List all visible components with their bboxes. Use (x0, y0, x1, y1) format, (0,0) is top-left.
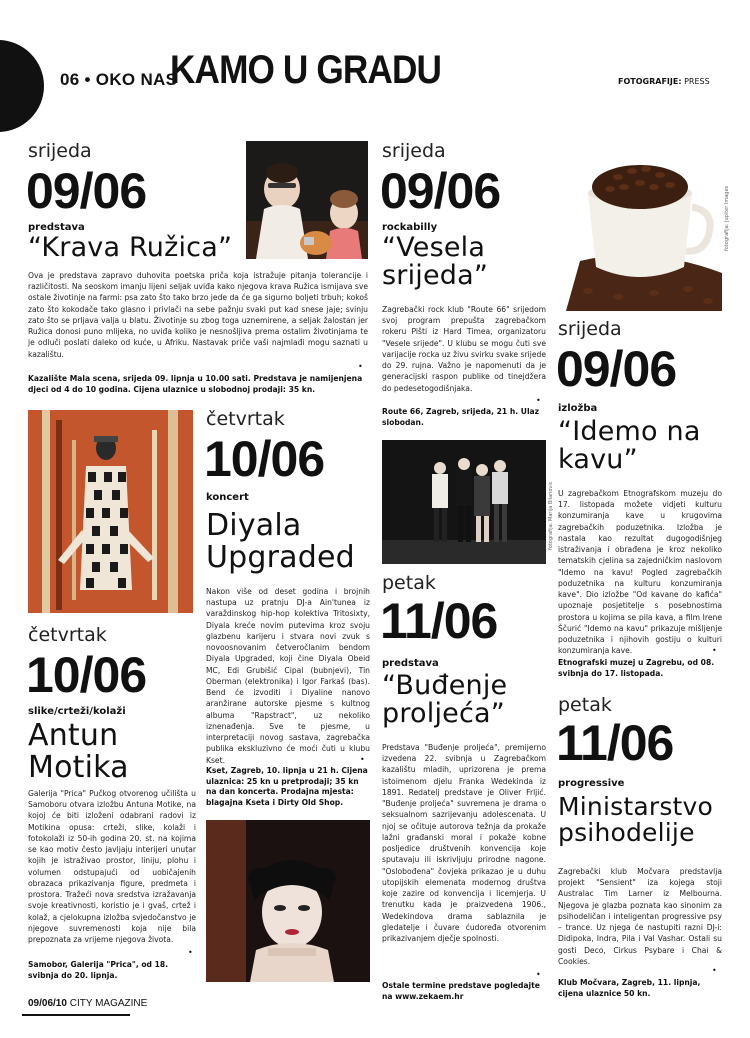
section-label: 06 • OKO NAS (60, 70, 178, 89)
vesela-end-dot: • (536, 396, 541, 405)
vesela-info: Route 66, Zagreb, srijeda, 21 h. Ulaz slobodan. (382, 407, 540, 427)
budenje-photo-credit: fotografija: Marija Bilanovic (548, 481, 554, 550)
motika-genre: slike/crteži/kolaži (28, 706, 126, 717)
diyala-photo (206, 820, 370, 982)
ministarstvo-info: Klub Močvara, Zagreb, 11. lipnja, cijena ulaznice 50 kn. (558, 978, 701, 998)
kava-info: Etnografski muzej u Zagrebu, od 08. svibnja do 17. listopada. (558, 658, 715, 678)
ministarstvo-date: 11/06 (556, 715, 674, 771)
krava-day: srijeda (28, 140, 92, 162)
motika-painting (28, 410, 193, 613)
diyala-title: Diyala Upgraded (206, 508, 355, 575)
diyala-date: 10/06 (204, 431, 325, 487)
motika-end-dot: • (188, 948, 193, 957)
footer-rule (22, 1014, 130, 1016)
krava-body: Ova je predstava zapravo duhovita poetska priča koja istražuje pitanja tolerancije i različitosti. Na seoskom imanju lijeni seljak uviđa kako njegova krava Ružica ismijava sve ostale životinje na farmi: psa zato što tako brzo jede da će ga sigurno boljeti trbuh; kokoš zato što kokodače tako glasno i privlači na sebe pažnju svaki put kad snese jaje; svinju zato što se prljava valja u blatu. Životinje su zbog toga uznemirene, a seljak žalostan jer Ružica donosi puno mlijeka, no uviđa koliko je nesnošljiva prema ostalim životinjama te je odluči poslati daleko od kuće, u Afriku. Nastavak priče vaši najmlađi mogu saznati u kazalištu. (28, 271, 368, 359)
budenje-photo (382, 440, 546, 564)
page-title: KAMO U GRADU (170, 48, 442, 92)
ministarstvo-body: Zagrebački klub Močvara predstavlja projekt "Sensient" iza kojega stoji Australac Tim Larner iz Melbourna. Njegova je glazba poznata kao sinonim za psihodeličan i inteligentan progressive psy – trance. Uz njega će nastupiti razni DJ-i: Didipoka, Indra, Pila i Val Vashar. Ostali su gosti Deco, Cirkus Psybare i Chai & Cookies. (558, 867, 722, 966)
krava-date: 09/06 (26, 163, 147, 219)
krava-title: “Krava Ružica” (28, 232, 233, 263)
krava-info-text: Kazalište Mala scena, srijeda 09. lipnja u 10.00 sati. Predstava je namijenjena djeci od 4 do 10 godina. Cijena ulaznice u slobodnoj prodaji: 35 kn. (28, 374, 363, 394)
krava-genre: predstava (28, 222, 85, 233)
vesela-title: “Vesela srijeda” (382, 232, 489, 292)
budenje-day: petak (382, 572, 436, 594)
vesela-day: srijeda (382, 140, 446, 162)
footer-magazine: CITY MAGAZINE (69, 998, 148, 1009)
ministarstvo-title: Ministarstvo psihodelije (558, 792, 714, 848)
budenje-genre: predstava (382, 658, 439, 669)
kava-body: U zagrebačkom Etnografskom muzeju do 17. listopada možete vidjeti kulturu konzumiranja kave u krugovima zagrebačkih poduzetnika. Izložba je nastala kao rezultat dugogodišnjeg istraživanja i obrađena je kroz nekoliko tematskih cjelina sa zajedničkim naslovom "Idemo na kavu! Pogled zagrebačkih poduzetnika na kulturu konzumiranja kave". Dio izložbe "Od kavane do kafića" upoznaje posjetitelje s posebnostima prostora u kojima se pila kava, a film Irene Ščurić "Idemo na kavu" prikazuje mišljenje poduzetnika i njihovih gostiju o kulturi konzumiranja kave. (558, 489, 722, 656)
ministarstvo-day: petak (558, 694, 612, 716)
diyala-day: četvrtak (206, 408, 285, 430)
photo-credit-source: PRESS (684, 77, 710, 86)
diyala-info: Kset, Zagreb, 10. lipnja u 21 h. Cijena ulaznica: 25 kn u pretprodaji; 35 kn na dan koncerta. Prodajna mjesta: blagajna Kseta i Dirty Old Shop. (206, 766, 368, 807)
motika-date: 10/06 (26, 647, 147, 703)
diyala-genre: koncert (206, 492, 249, 503)
footer (28, 998, 147, 1009)
kava-date: 09/06 (556, 341, 677, 397)
kava-day: srijeda (558, 318, 622, 340)
kava-photo-credit: fotografija: Jupiter Images (724, 185, 730, 251)
vesela-date: 09/06 (380, 163, 501, 219)
motika-painting-image (28, 410, 193, 613)
ministarstvo-genre: progressive (558, 778, 625, 789)
krava-info (28, 374, 368, 395)
motika-title: Antun Motika (28, 718, 129, 785)
diyala-photo-image (206, 820, 370, 982)
budenje-title: “Buđenje proljeća” (382, 670, 508, 730)
budenje-date: 11/06 (380, 593, 498, 649)
krava-end-dot: • (358, 362, 363, 371)
photo-credit-label: FOTOGRAFIJE: (618, 77, 682, 86)
kava-title: “Idemo na kavu” (558, 416, 701, 476)
budenje-end-dot: • (536, 970, 541, 979)
krava-photo-image (246, 141, 368, 259)
vesela-genre: rockabilly (382, 222, 438, 233)
photo-credit (618, 77, 710, 86)
motika-body: Galerija "Prica" Pučkog otvorenog učilišta u Samoboru otvara izložbu Antuna Motike, na kojoj će biti izloženi odabrani radovi iz Motikina opusa: crteži, slike, kolaži i fotokolaži iz 50-ih godina 20. st. na kojima se kao motiv često javljaju interijeri unutar kojih je istraživao prostor, liniju, plohu i volumen odstupajući od uobičajenih obrazaca prikazivanja figure, predmeta i prostora. Tražeći nova sredstva izražavanja svoje kreativnosti, koristio je i gvaš, crtež i kolaž, a cjelokupna izložba svjedočanstvo je njegove suvremenosti koja nije bila prepoznata za vrijeme njegova života. (28, 789, 196, 945)
kava-end-dot: • (712, 646, 717, 655)
kava-photo (558, 141, 722, 311)
footer-date: 09/06/10 (28, 998, 67, 1009)
motika-info: Samobor, Galerija "Prica", od 18. svibnja do 20. lipnja. (28, 960, 169, 980)
budenje-body: Predstava "Buđenje proljeća", premijerno izvedena 22. svibnja u Zagrebačkom kazalištu mladih, uprizorena je prema istoimenom djelu Franka Wedekinda iz 1891. Redatelj predstave je Oliver Frljić. "Buđenje proljeća" suvremena je drama o seksualnom sazrijevanju adolescenata. U njoj se očituje autorova težnja da prokaže lažni građanski moral i pokaže kobne posljedice društvenih konvencija koje sputavaju ili iskrivljuju prirodne nagone. "Oslobođena" čovjeka prikazao je u duhu utopijskih elemenata modernog društva koje zazire od konvencija i licemjerja. U trenutku kada je praizvedena 1906., Wedekindova drama sablaznila je gledatelje i čuvare ćudoređa otvorenim prikazivanjem dječje spolnosti. (382, 743, 546, 943)
budenje-photo-image (382, 440, 546, 564)
diyala-end-dot: • (360, 755, 365, 764)
kava-genre: izložba (558, 403, 598, 414)
corner-disc (0, 40, 44, 132)
ministarstvo-end-dot: • (712, 966, 717, 975)
krava-photo (246, 141, 368, 259)
motika-day: četvrtak (28, 624, 107, 646)
kava-photo-image (558, 141, 722, 311)
diyala-body: Nakon više od deset godina i brojnih nastupa uz pratnju DJ-a Ain'tunea iz varaždinskog hip-hop kolektiva Tritosixty, Diyala kreće novim putevima kroz svoju glazbenu karijeru i stvara novi zvuk s novoosnovanim četveročlanim bendom Diyala Upgraded, koji čine Diyala Obeid MC, Edi Grubišić Cipal (bubnjevi), Tin Oberman (elektronika) i Igor Farkaš (bas). Bend će izvoditi i Diyaline nanovo aranžirane autorske pjesme s kultnog albuma "Rapstract", uz nekoliko iznenađenja. Sve te pjesme, u interpretaciji novog sastava, zagrebačka publika ekskluzivno će moći čuti u klubu Kset. (206, 587, 370, 765)
budenje-info: Ostale termine predstave pogledajte na www.zekaem.hr (382, 981, 540, 1001)
vesela-body: Zagrebački rock klub "Route 66" srijedom svoj program prepušta zagrebačkom rokeru Pišti iz Hard Timea, organizatoru "Vesele srijede". U klubu se mogu čuti sve varijacije rocka uz živu svirku svake srijede do 29. rujna. Važno je napomenuti da je generacijski raspon publike od tinejdžera do pedesetogodišnjaka. (382, 305, 546, 393)
